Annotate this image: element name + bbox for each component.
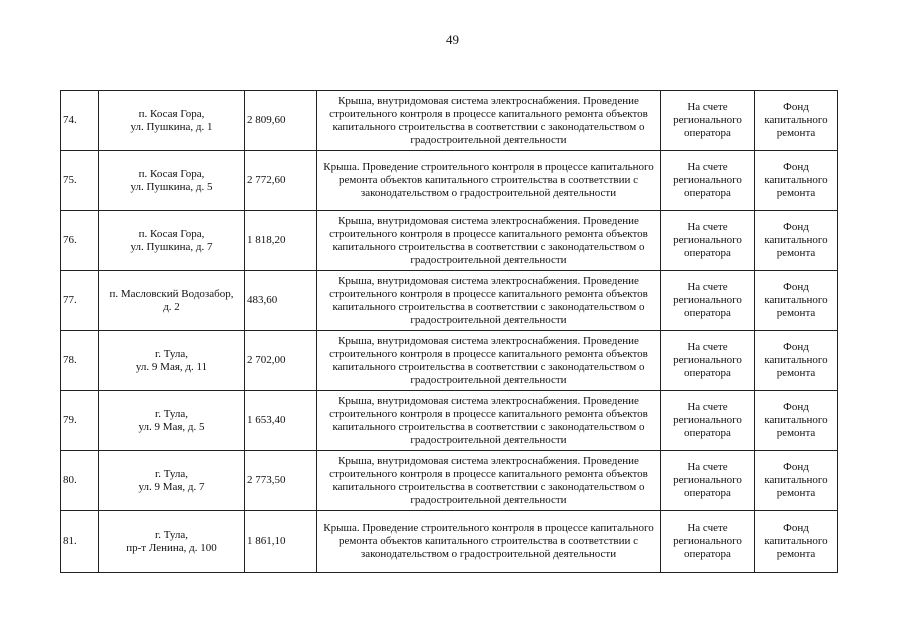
- address-cell: [99, 391, 245, 451]
- table-row: [61, 331, 838, 391]
- row-number: 80.: [61, 451, 99, 511]
- area-cell: 1 653,40: [245, 391, 317, 451]
- source-line-3: ремонта: [776, 307, 816, 319]
- source-line-3: ремонта: [776, 367, 816, 379]
- page-number: 49: [446, 32, 459, 47]
- fund-line-1: На счете: [687, 281, 728, 293]
- fund-line-3: оператора: [684, 548, 731, 560]
- source-line-2: капитального: [764, 294, 828, 306]
- source-line-1: Фонд: [783, 341, 809, 353]
- address-line-1: п. Косая Гора,: [138, 167, 205, 180]
- work-description-cell: Крыша. Проведение строительного контроля в процессе капитального ремонта объектов капитального строительства в соответствии с законодательством о градостроительной деятельности: [317, 151, 661, 211]
- fund-line-1: На счете: [687, 161, 728, 173]
- source-line-3: ремонта: [776, 247, 816, 259]
- address-line-2: ул. 9 Мая, д. 5: [138, 420, 205, 433]
- source-line-2: капитального: [764, 114, 828, 126]
- area-cell: 2 772,60: [245, 151, 317, 211]
- source-line-2: капитального: [764, 535, 828, 547]
- funding-source-cell: [755, 91, 838, 151]
- row-number: 74.: [61, 91, 99, 151]
- address-cell: [99, 271, 245, 331]
- fund-method-cell: [661, 211, 755, 271]
- table-row: [61, 271, 838, 331]
- funding-source-cell: [755, 211, 838, 271]
- address-line-1: г. Тула,: [154, 528, 189, 541]
- address-line-2: пр-т Ленина, д. 100: [126, 541, 217, 554]
- fund-line-2: регионального: [673, 414, 742, 426]
- source-line-2: капитального: [764, 234, 828, 246]
- fund-method-cell: [661, 391, 755, 451]
- address-cell: [99, 331, 245, 391]
- address-cell: [99, 211, 245, 271]
- fund-line-1: На счете: [687, 221, 728, 233]
- address-cell: [99, 511, 245, 573]
- address-line-2: ул. 9 Мая, д. 11: [135, 360, 208, 373]
- source-line-3: ремонта: [776, 548, 816, 560]
- funding-source-cell: [755, 151, 838, 211]
- funding-source-cell: [755, 271, 838, 331]
- address-line-1: п. Косая Гора,: [138, 227, 205, 240]
- fund-line-2: регионального: [673, 294, 742, 306]
- row-number: 76.: [61, 211, 99, 271]
- fund-line-1: На счете: [687, 341, 728, 353]
- fund-line-1: На счете: [687, 101, 728, 113]
- funding-source-cell: [755, 391, 838, 451]
- address-line-1: г. Тула,: [154, 407, 189, 420]
- funding-source-cell: [755, 511, 838, 573]
- fund-line-2: регионального: [673, 474, 742, 486]
- source-line-3: ремонта: [776, 187, 816, 199]
- fund-line-2: регионального: [673, 354, 742, 366]
- fund-method-cell: [661, 331, 755, 391]
- area-cell: 2 702,00: [245, 331, 317, 391]
- source-line-1: Фонд: [783, 101, 809, 113]
- source-line-3: ремонта: [776, 487, 816, 499]
- area-cell: 2 773,50: [245, 451, 317, 511]
- work-description-cell: Крыша, внутридомовая система электроснабжения. Проведение строительного контроля в процессе капитального ремонта объектов капитального строительства в соответствии с законодательством о градостроительной деятельности: [317, 271, 661, 331]
- fund-line-1: На счете: [687, 461, 728, 473]
- address-cell: [99, 451, 245, 511]
- table-row: [61, 91, 838, 151]
- area-cell: 2 809,60: [245, 91, 317, 151]
- address-line-1: п. Косая Гора,: [138, 107, 205, 120]
- row-number: 77.: [61, 271, 99, 331]
- source-line-1: Фонд: [783, 401, 809, 413]
- source-line-1: Фонд: [783, 161, 809, 173]
- work-description-cell: Крыша, внутридомовая система электроснабжения. Проведение строительного контроля в процессе капитального ремонта объектов капитального строительства в соответствии с законодательством о градостроительной деятельности: [317, 211, 661, 271]
- source-line-1: Фонд: [783, 461, 809, 473]
- source-line-2: капитального: [764, 474, 828, 486]
- fund-line-1: На счете: [687, 522, 728, 534]
- fund-method-cell: [661, 91, 755, 151]
- work-description-cell: Крыша, внутридомовая система электроснабжения. Проведение строительного контроля в процессе капитального ремонта объектов капитального строительства в соответствии с законодательством о градостроительной деятельности: [317, 331, 661, 391]
- table-row: [61, 391, 838, 451]
- row-number: 78.: [61, 331, 99, 391]
- source-line-1: Фонд: [783, 522, 809, 534]
- work-description-cell: Крыша, внутридомовая система электроснабжения. Проведение строительного контроля в процессе капитального ремонта объектов капитального строительства в соответствии с законодательством о градостроительной деятельности: [317, 451, 661, 511]
- address-line-1: г. Тула,: [154, 467, 189, 480]
- work-description-cell: Крыша, внутридомовая система электроснабжения. Проведение строительного контроля в процессе капитального ремонта объектов капитального строительства в соответствии с законодательством о градостроительной деятельности: [317, 91, 661, 151]
- source-line-1: Фонд: [783, 221, 809, 233]
- table-row: [61, 151, 838, 211]
- address-line-2: ул. Пушкина, д. 5: [130, 180, 213, 193]
- fund-line-3: оператора: [684, 187, 731, 199]
- fund-line-3: оператора: [684, 247, 731, 259]
- address-cell: [99, 151, 245, 211]
- fund-method-cell: [661, 511, 755, 573]
- fund-line-2: регионального: [673, 174, 742, 186]
- source-line-2: капитального: [764, 354, 828, 366]
- address-line-2: д. 2: [163, 300, 180, 313]
- area-cell: 483,60: [245, 271, 317, 331]
- address-line-2: ул. 9 Мая, д. 7: [138, 480, 205, 493]
- source-line-3: ремонта: [776, 127, 816, 139]
- source-line-2: капитального: [764, 174, 828, 186]
- source-line-1: Фонд: [783, 281, 809, 293]
- work-description-cell: Крыша, внутридомовая система электроснабжения. Проведение строительного контроля в процессе капитального ремонта объектов капитального строительства в соответствии с законодательством о градостроительной деятельности: [317, 391, 661, 451]
- row-number: 81.: [61, 511, 99, 573]
- fund-line-3: оператора: [684, 427, 731, 439]
- fund-line-3: оператора: [684, 127, 731, 139]
- fund-line-2: регионального: [673, 234, 742, 246]
- address-line-2: ул. Пушкина, д. 1: [130, 120, 213, 133]
- row-number: 79.: [61, 391, 99, 451]
- repair-works-table: [60, 90, 838, 573]
- funding-source-cell: [755, 451, 838, 511]
- fund-line-2: регионального: [673, 535, 742, 547]
- table-row: [61, 211, 838, 271]
- fund-line-3: оператора: [684, 487, 731, 499]
- funding-source-cell: [755, 331, 838, 391]
- fund-method-cell: [661, 271, 755, 331]
- fund-line-3: оператора: [684, 307, 731, 319]
- address-line-1: г. Тула,: [154, 347, 189, 360]
- fund-line-2: регионального: [673, 114, 742, 126]
- source-line-3: ремонта: [776, 427, 816, 439]
- source-line-2: капитального: [764, 414, 828, 426]
- table-row: [61, 511, 838, 573]
- address-line-2: ул. Пушкина, д. 7: [130, 240, 213, 253]
- fund-line-1: На счете: [687, 401, 728, 413]
- row-number: 75.: [61, 151, 99, 211]
- work-description-cell: Крыша. Проведение строительного контроля в процессе капитального ремонта объектов капитального строительства в соответствии с законодательством о градостроительной деятельности: [317, 511, 661, 573]
- fund-method-cell: [661, 151, 755, 211]
- fund-line-3: оператора: [684, 367, 731, 379]
- table-row: [61, 451, 838, 511]
- area-cell: 1 818,20: [245, 211, 317, 271]
- address-line-1: п. Масловский Водозабор,: [109, 287, 234, 300]
- fund-method-cell: [661, 451, 755, 511]
- address-cell: [99, 91, 245, 151]
- area-cell: 1 861,10: [245, 511, 317, 573]
